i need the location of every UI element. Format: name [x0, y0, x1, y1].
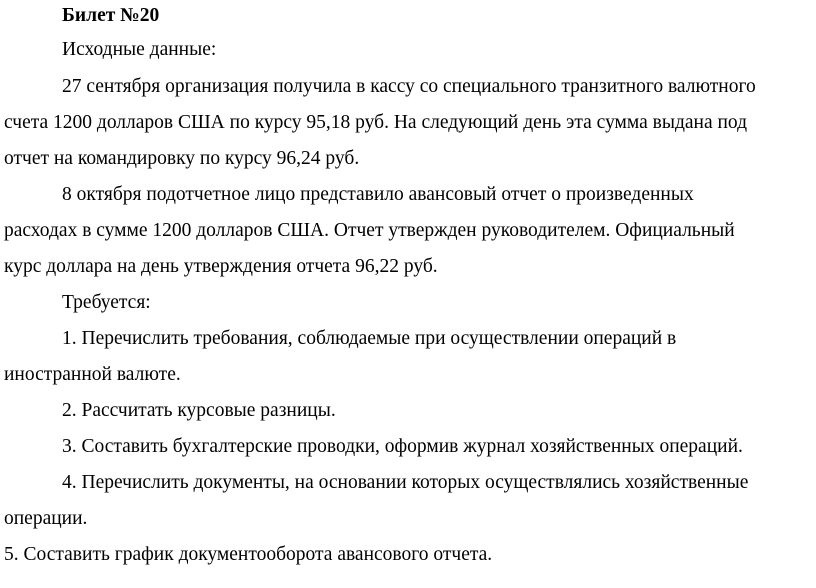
task-4-line-1: 4. Перечислить документы, на основании которых осуществлялись хозяйственные [62, 472, 749, 493]
paragraph-1-line-2: счета 1200 долларов США по курсу 95,18 руб. На следующий день эта сумма выдана под [4, 112, 748, 133]
task-2: 2. Рассчитать курсовые разницы. [62, 400, 336, 421]
task-5: 5. Составить график документооборота авансового отчета. [4, 544, 493, 565]
paragraph-1-line-1: 27 сентября организация получила в кассу со специального транзитного валютного [62, 76, 756, 97]
paragraph-2-line-1: 8 октября подотчетное лицо представило авансовый отчет о произведенных [62, 184, 694, 205]
paragraph-1-line-3: отчет на командировку по курсу 96,24 руб. [4, 148, 360, 169]
task-1-line-1: 1. Перечислить требования, соблюдаемые при осуществлении операций в [62, 328, 677, 349]
task-1-line-2: иностранной валюте. [4, 364, 181, 385]
task-4-line-2: операции. [4, 508, 88, 529]
ticket-title: Билет №20 [62, 5, 160, 26]
paragraph-2-line-3: курс доллара на день утверждения отчета 96,22 руб. [4, 256, 438, 277]
initial-data-heading: Исходные данные: [62, 39, 217, 60]
paragraph-2-line-2: расходах в сумме 1200 долларов США. Отчет утвержден руководителем. Официальный [4, 220, 735, 241]
required-heading: Требуется: [62, 292, 151, 313]
task-3: 3. Составить бухгалтерские проводки, оформив журнал хозяйственных операций. [62, 436, 743, 457]
